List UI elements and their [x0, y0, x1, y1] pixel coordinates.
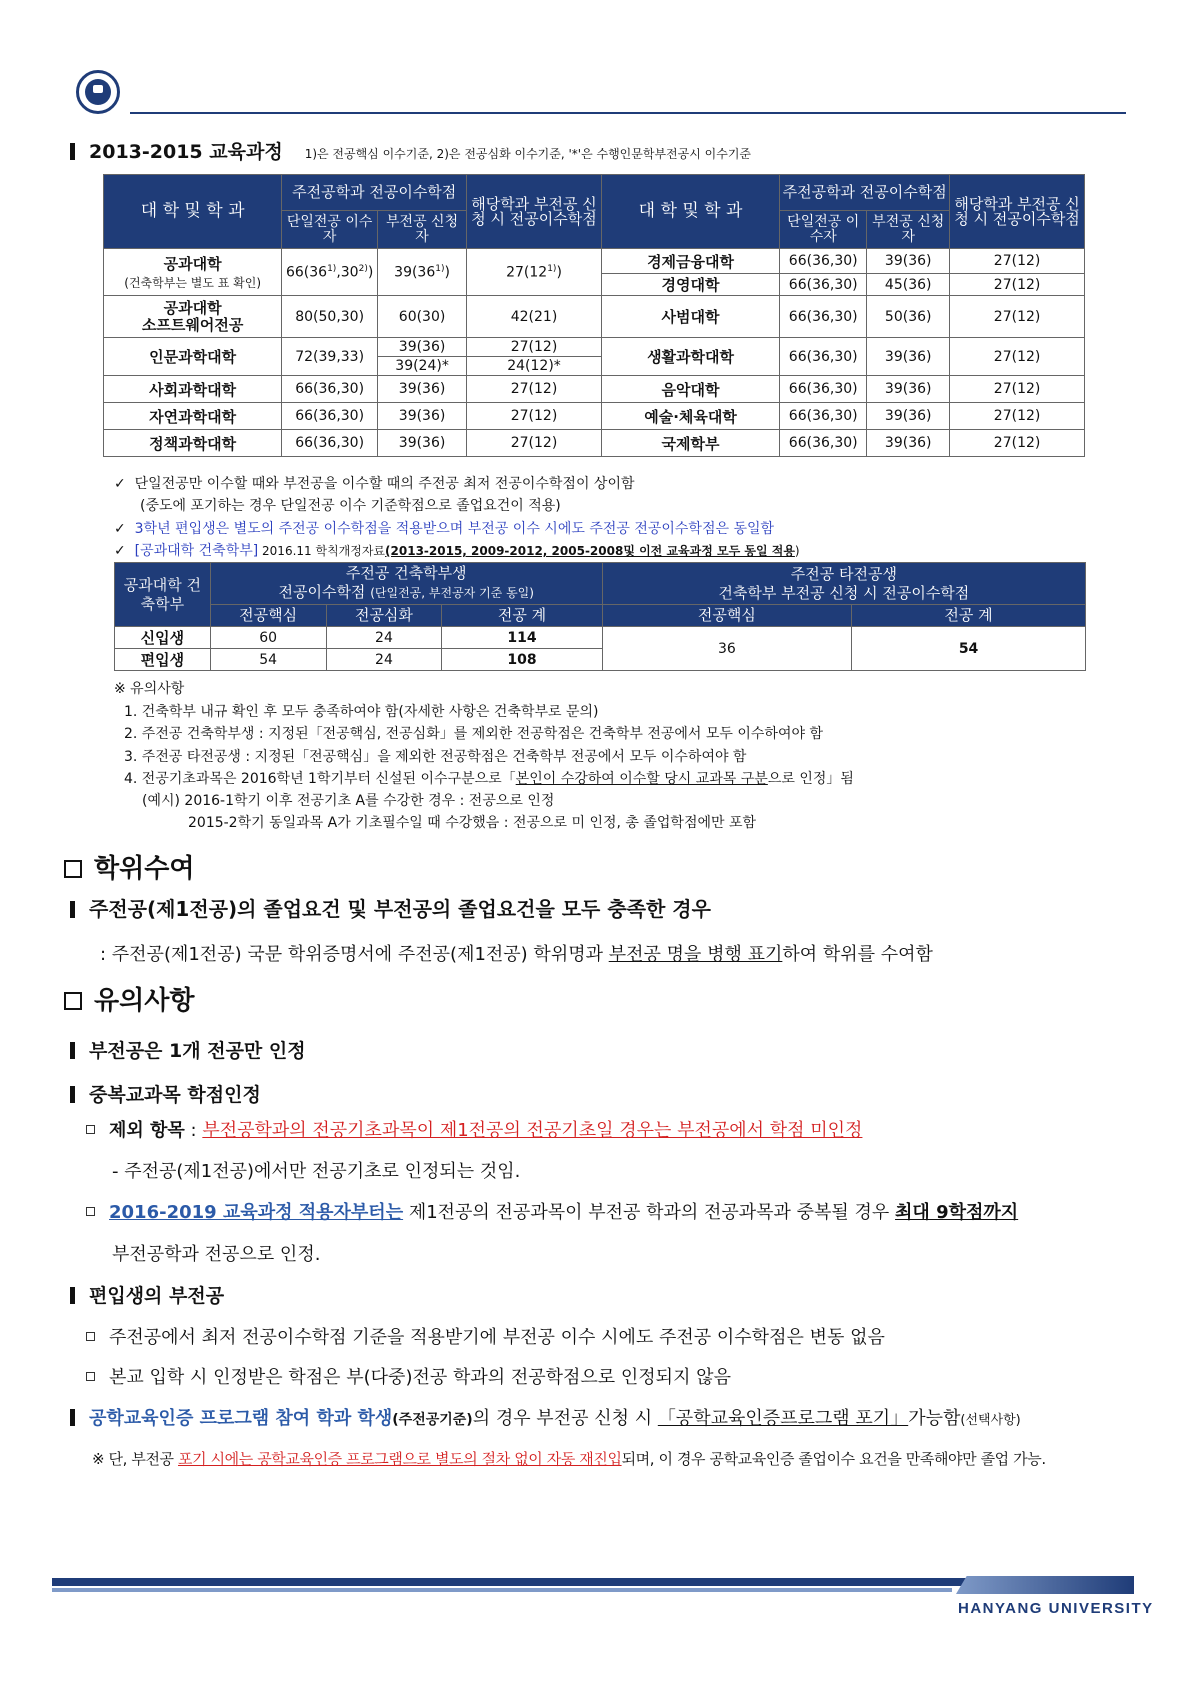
th-major: 주전공학과 전공이수학점: [780, 175, 950, 211]
value-cell: 66(36$^{1)}$,30$^{2)}$): [282, 249, 378, 296]
table-row: 공과대학 소프트웨어전공 80(50,30) 60(30) 42(21) 사범대학 66(36,30) 50(36) 27(12): [104, 296, 1085, 338]
checkbox-icon: [64, 860, 82, 878]
footer-bar-gradient: [956, 1576, 1134, 1594]
check-note-3: ✓ [공과대학 건축학부] 2016.11 학칙개정자료(2013-2015, 2009-2012, 2005-2008및 이전 교육과정 모두 동일 적용): [114, 543, 800, 559]
check-icon: ✓: [114, 476, 126, 492]
engineering-cert-note: ※ 단, 부전공 포기 시에는 공학교육인증 프로그램으로 별도의 절차 없이 자동 재진입되며, 이 경우 공학교육인증 졸업이수 요건을 만족해야만 졸업 가능.: [92, 1450, 1046, 1468]
value-cell: 39(36$^{1)}$): [378, 249, 467, 296]
exclusion-sub: - 주전공(제1전공)에서만 전공기초로 인정되는 것임.: [112, 1161, 521, 1182]
university-seal-logo: [76, 70, 120, 114]
degree-subtitle: 주전공(제1전공)의 졸업요건 및 부전공의 졸업요건을 모두 충족한 경우: [70, 893, 711, 922]
th-minor-applicant: 부전공 신청자: [867, 211, 950, 249]
square-bullet-icon: [86, 1207, 95, 1216]
note-item: 2. 주전공 건축학부생 : 지정된「전공핵심, 전공심화」를 제외한 전공학점은 건축학부 전공에서 모두 이수하여야 함: [124, 726, 823, 742]
th-minor: 해당학과 부전공 신청 시 전공이수학점: [467, 175, 602, 249]
engineering-cert-line: 공학교육인증 프로그램 참여 학과 학생(주전공기준)의 경우 부전공 신청 시 「공학교육인증프로그램 포기」가능함(선택사항): [70, 1404, 1021, 1430]
square-bullet-icon: [86, 1125, 95, 1134]
caution-item-single-minor: 부전공은 1개 전공만 인정: [70, 1036, 306, 1063]
th-college: 대 학 및 학 과: [601, 175, 779, 249]
credit-table-main: [103, 174, 1085, 457]
th-major: 주전공학과 전공이수학점: [282, 175, 467, 211]
bullet-bar-icon: [70, 1042, 75, 1059]
bullet-bar-icon: [70, 143, 75, 160]
check-note-2: ✓ 3학년 편입생은 별도의 주전공 이수학점을 적용받으며 부전공 이수 시에도 주전공 전공이수학점은 동일함: [114, 521, 775, 537]
footer-bar-accent: [52, 1588, 952, 1592]
caution-item-transfer: 편입생의 부전공: [70, 1281, 224, 1308]
table-row: 사회과학대학 66(36,30) 39(36) 27(12) 음악대학 66(36,30) 39(36) 27(12): [104, 376, 1085, 403]
transfer-line-2: 본교 입학 시 인정받은 학점은 부(다중)전공 학과의 전공학점으로 인정되지 않음: [86, 1363, 731, 1389]
th-main-major: 주전공 건축학부생 전공이수학점 (단일전공, 부전공자 기준 동일): [210, 563, 602, 605]
bullet-bar-icon: [70, 901, 75, 918]
section-caution: 유의사항: [64, 980, 194, 1017]
note-example: 2015-2학기 동일과목 A가 기초필수일 때 수강했음 : 전공으로 미 인정, 총 졸업학점에만 포함: [188, 815, 757, 831]
table-row: 39(24)* 24(12)*: [104, 357, 1085, 376]
check-note-1: ✓ 단일전공만 이수할 때와 부전공을 이수할 때의 주전공 최저 전공이수학점이 상이함: [114, 476, 635, 492]
square-bullet-icon: [86, 1372, 95, 1381]
section-title-curriculum: 2013-2015 교육과정 1)은 전공핵심 이수기준, 2)은 전공심화 이수기준, '*'은 수행인문학부전공시 이수기준: [70, 137, 751, 164]
degree-description: : 주전공(제1전공) 국문 학위증명서에 주전공(제1전공) 학위명과 부전공 명을 병행 표기하여 학위를 수여함: [100, 944, 933, 965]
curriculum-2016-sub: 부전공학과 전공으로 인정.: [112, 1244, 321, 1265]
th-single: 단일전공 이수자: [282, 211, 378, 249]
header-rule: [130, 112, 1126, 114]
section-degree: 학위수여: [64, 848, 194, 885]
table-row: 신입생 60 24 114 36 54: [115, 627, 1086, 649]
architecture-credit-table: 공과대학 건축학부 주전공 건축학부생 전공이수학점 (단일전공, 부전공자 기준 동일) 주전공 타전공생 건축학부 부전공 신청 시 전공이수학점 전공핵심 전공심화 전공 계 전공핵심 전공 계 신입생 60 24 114 36 54 편입생 54 24 108: [114, 562, 1086, 671]
check-icon: ✓: [114, 521, 126, 537]
bullet-bar-icon: [70, 1086, 75, 1103]
table-row: 경영대학 66(36,30) 45(36) 27(12): [104, 274, 1085, 296]
square-bullet-icon: [86, 1332, 95, 1341]
transfer-line-1: 주전공에서 최저 전공이수학점 기준을 적용받기에 부전공 이수 시에도 주전공 이수학점은 변동 없음: [86, 1323, 885, 1349]
notes-heading: ※ 유의사항: [114, 681, 185, 697]
table-row: 인문과학대학 72(39,33) 39(36) 27(12) 생활과학대학 66(36,30) 39(36) 27(12): [104, 338, 1085, 357]
th-minor: 해당학과 부전공 신청 시 전공이수학점: [950, 175, 1085, 249]
th-single: 단일전공 이수자: [780, 211, 867, 249]
caution-item-duplicate: 중복교과목 학점인정: [70, 1080, 261, 1107]
footer-brand: HANYANG UNIVERSITY: [958, 1600, 1154, 1617]
note-example: (예시) 2016-1학기 이후 전공기초 A를 수강한 경우 : 전공으로 인정: [142, 793, 555, 809]
table-row: 공과대학 (건축학부는 별도 표 확인) 66(36$^{1)}$,30$^{2)}$) 39(36$^{1)}$) 27(12$^{1)}$) 경제금융대학 66(36,30) 39(36) 27(12): [104, 249, 1085, 274]
bullet-bar-icon: [70, 1409, 75, 1426]
exclusion-line: 제외 항목 : 부전공학과의 전공기초과목이 제1전공의 전공기초일 경우는 부전공에서 학점 미인정: [86, 1116, 862, 1142]
table-row: 자연과학대학 66(36,30) 39(36) 27(12) 예술·체육대학 66(36,30) 39(36) 27(12): [104, 403, 1085, 430]
footnote-legend: 1)은 전공핵심 이수기준, 2)은 전공심화 이수기준, '*'은 수행인문학부전공시 이수기준: [304, 147, 752, 161]
table-row: 정책과학대학 66(36,30) 39(36) 27(12) 국제학부 66(36,30) 39(36) 27(12): [104, 430, 1085, 457]
note-item: 4. 전공기초과목은 2016학년 1학기부터 신설된 이수구분으로「본인이 수강하여 이수할 당시 교과목 구분으로 인정」됨: [124, 771, 854, 787]
curriculum-2016-line: 2016-2019 교육과정 적용자부터는 제1전공의 전공과목이 부전공 학과의 전공과목과 중복될 경우 최대 9학점까지: [86, 1198, 1018, 1224]
note-item: 3. 주전공 타전공생 : 지정된「전공핵심」을 제외한 전공학점은 건축학부 전공에서 모두 이수하여야 함: [124, 749, 747, 765]
bullet-bar-icon: [70, 1287, 75, 1304]
th-minor-applicant: 부전공 신청자: [378, 211, 467, 249]
check-icon: ✓: [114, 543, 126, 559]
th-architecture: 공과대학 건축학부: [115, 563, 211, 627]
value-cell: 27(12$^{1)}$): [467, 249, 602, 296]
college-cell: 공과대학 소프트웨어전공: [104, 296, 282, 338]
th-college: 대 학 및 학 과: [104, 175, 282, 249]
th-other-major: 주전공 타전공생 건축학부 부전공 신청 시 전공이수학점: [602, 563, 1085, 605]
table-row: 편입생 54 24 108: [115, 649, 1086, 671]
check-note-1b: (중도에 포기하는 경우 단일전공 이수 기준학점으로 졸업요건이 적용): [140, 498, 561, 514]
note-item: 1. 건축학부 내규 확인 후 모두 충족하여야 함(자세한 사항은 건축학부로 문의): [124, 704, 599, 720]
college-cell: 공과대학 (건축학부는 별도 표 확인): [104, 249, 282, 296]
checkbox-icon: [64, 992, 82, 1010]
